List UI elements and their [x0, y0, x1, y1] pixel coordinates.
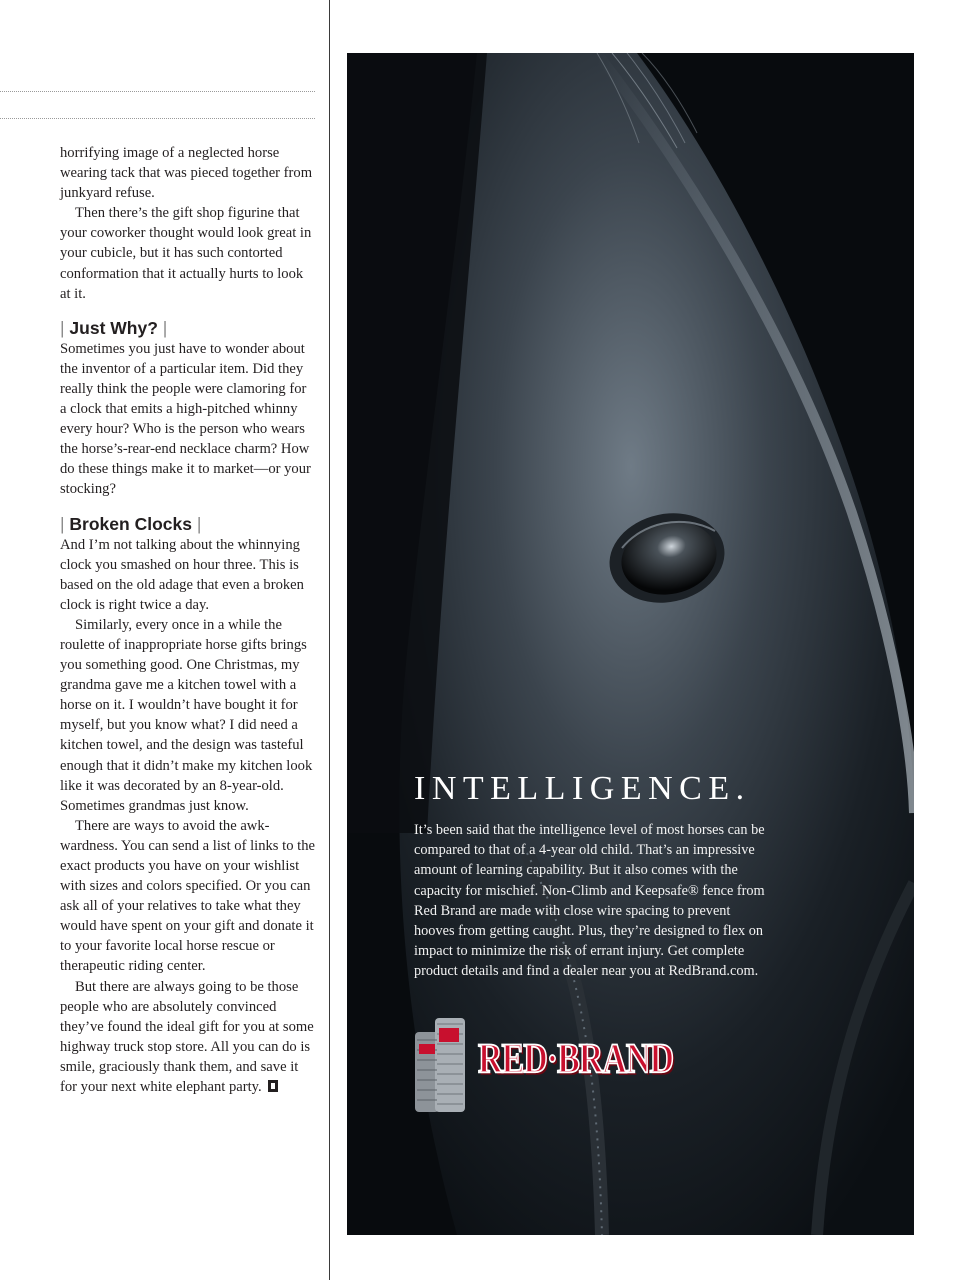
section-heading	[60, 514, 315, 535]
header-rule-top	[0, 91, 315, 92]
article-paragraph: Similarly, every once in a while the roulette of inappropriate horse gifts brings you something good. One Christmas, my grandma gave me a kitchen towel with a horse on it. I wouldn’t have bought it for myself, but you know what? I did need a kitchen towel, and the design was tasteful enough that it didn’t make my kitchen look like it was decorated by an 8-year-old. Sometimes grandmas just know.	[60, 616, 313, 814]
article-column	[60, 143, 315, 1097]
header-rule-bottom	[0, 118, 315, 119]
red-brand-advertisement	[347, 53, 914, 1235]
fence-roll-product-icon	[413, 1014, 473, 1114]
heading-bar-left: |	[60, 513, 70, 534]
article-paragraph: And I’m not talking about the whinnying clock you smashed on hour three. This is based on the old adage that even a broken clock is right twice a day.	[60, 536, 304, 613]
article-final-text: But there are always going to be those people who are absolutely convinced they’ve found the ideal gift for you at some highway truck stop store. All you can do is smile, graciously thank them, and save it for your next white elephant party.	[60, 978, 314, 1096]
ad-body-copy: It’s been said that the intelligence level of most horses can be compared to that of a 4-year old child. That’s an impressive amount of learning capability. But it also comes with the capacity for mischief. Non-Climb and Keepsafe® fence from Red Brand are made with close wire spacing to prevent hooves from getting caught. Plus, they’re designed to flex on impact to minimize the risk of errant injury. Get complete product details and find a dealer near you at RedBrand.com.	[414, 822, 765, 980]
section-heading	[60, 318, 315, 339]
article-paragraph: Sometimes you just have to wonder about the inventor of a particular item. Did they really think the people were clamoring for a clock that emits a high-pitched whinny every hour? Who is the person who wears the horse’s-rear-end necklace charm? How do these things make it to market—or your stocking?	[60, 340, 311, 498]
article-paragraph	[60, 977, 315, 1098]
column-divider	[329, 0, 330, 1280]
article-paragraph: Then there’s the gift shop figurine that your coworker thought would look great in your cubicle, but it has such contorted conformation that it actually hurts to look at it.	[60, 205, 312, 302]
heading-bar-right: |	[191, 513, 202, 534]
ad-headline: INTELLIGENCE.	[414, 770, 751, 807]
section-heading-text: Just Why?	[69, 317, 158, 338]
article-paragraph: horrifying image of a neglected horse wearing tack that was pieced together from junkyard refuse.	[60, 145, 313, 202]
heading-bar-right: |	[157, 317, 168, 338]
end-mark-icon	[268, 1080, 278, 1092]
article-paragraph: There are ways to avoid the awkwardness. You can send a list of links to the exact products you have on your wishlist with sizes and colors specified. Or you can ask all of your relatives to take what they would have spent on your gift and donate it to your favorite local horse rescue or therapeutic riding center.	[60, 817, 315, 975]
section-heading-text: Broken Clocks	[69, 513, 192, 534]
red-brand-logo: RED·BRAND	[478, 1036, 674, 1083]
heading-bar-left: |	[60, 317, 70, 338]
